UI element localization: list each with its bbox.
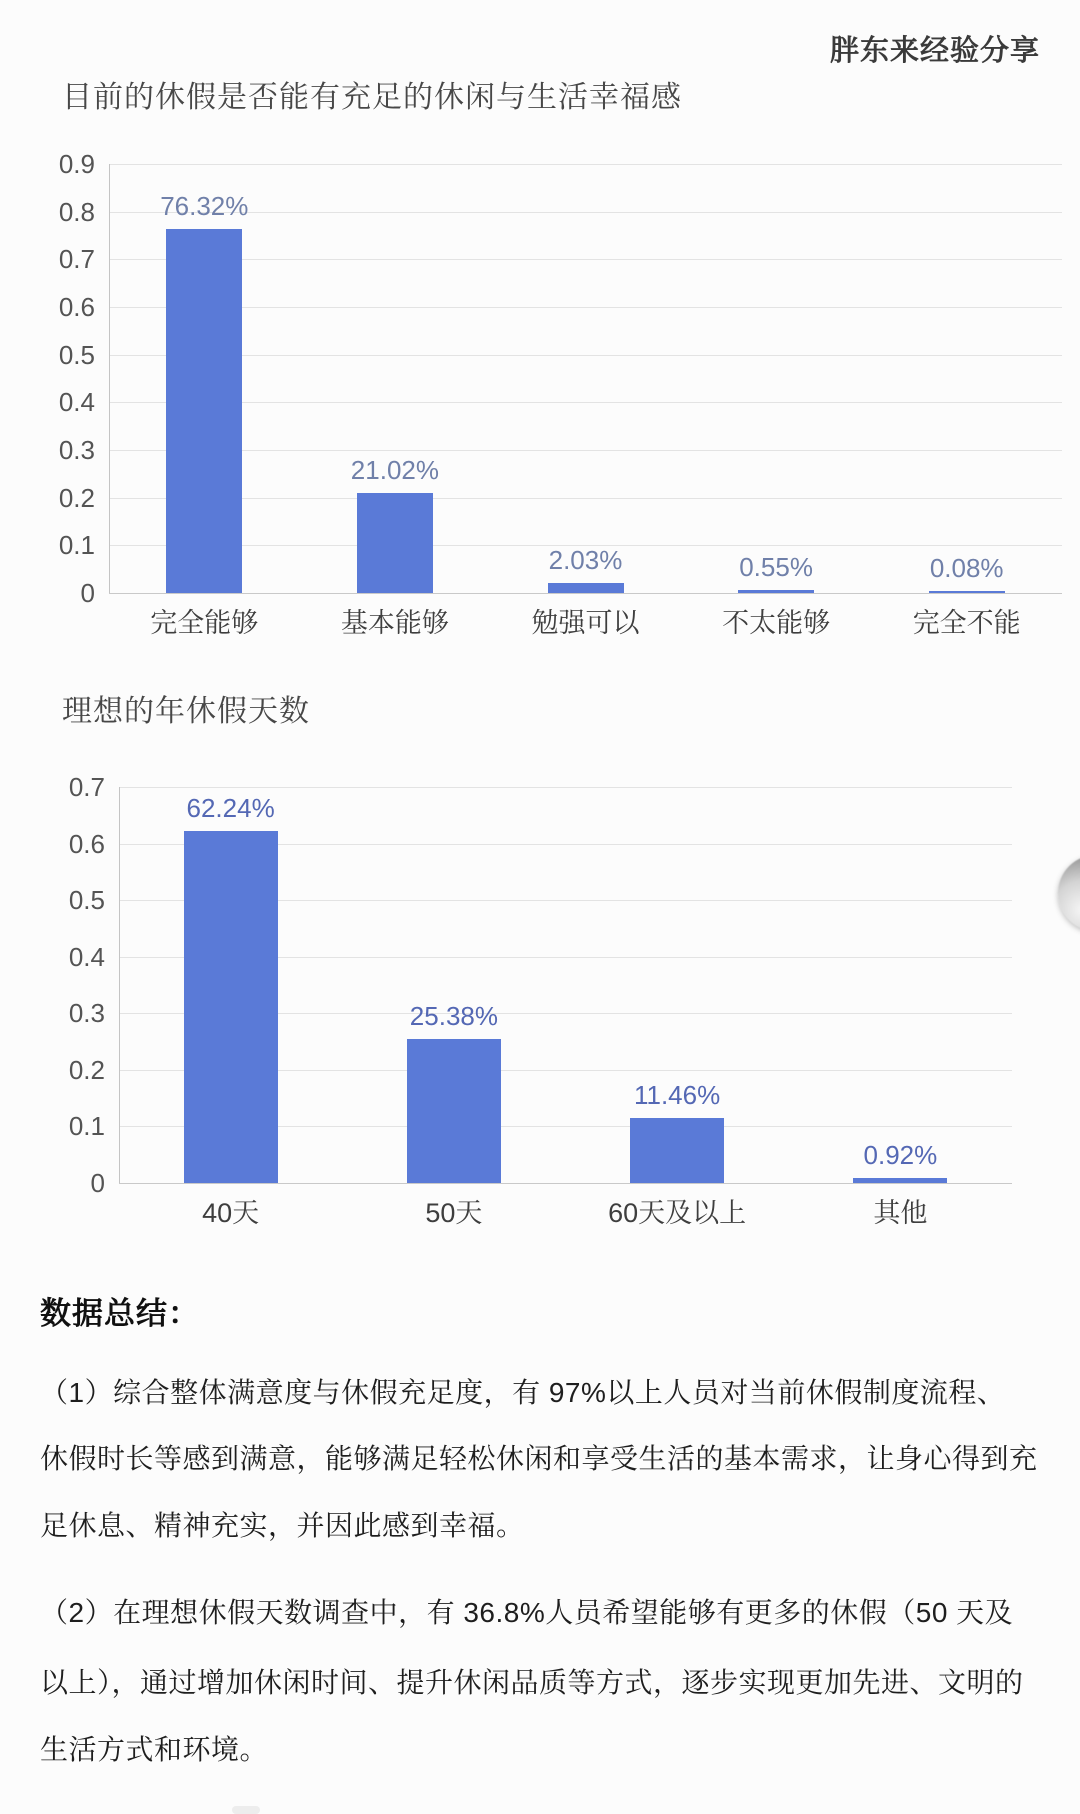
summary-heading: 数据总结： (40, 1296, 200, 1331)
y-tick-label: 0.8 (58, 196, 95, 227)
gridline (109, 593, 1062, 594)
gridline (119, 787, 1012, 788)
y-tick-label: 0.3 (68, 998, 105, 1029)
gridline (109, 259, 1062, 260)
bar-2 (357, 493, 433, 593)
y-tick-label: 0.2 (58, 482, 95, 513)
bar-5 (929, 591, 1005, 593)
category-label: 40天 (202, 1198, 260, 1228)
category-label: 完全不能 (912, 608, 1021, 638)
category-label: 勉强可以 (531, 608, 640, 638)
y-tick-label: 0.9 (58, 149, 95, 179)
bar-data-label: 11.46% (633, 1080, 721, 1111)
y-tick-label: 0 (90, 1168, 105, 1198)
y-tick-label: 0.5 (68, 885, 105, 916)
bar-data-label: 76.32% (160, 191, 249, 222)
summary-paragraph2-line2: 以上），通过增加休闲时间、提升休闲品质等方式，逐步实现更加先进、文明的 (40, 1667, 1024, 1698)
bar-3 (630, 1118, 724, 1183)
category-label: 完全能够 (150, 608, 259, 638)
y-axis-line (109, 164, 110, 593)
y-tick-label: 0.7 (68, 772, 105, 802)
y-tick-label: 0.6 (68, 828, 105, 859)
summary-paragraph1-line1: （1）综合整体满意度与休假充足度，有 97%以上人员对当前休假制度流程、 (40, 1377, 1006, 1408)
y-tick-label: 0.6 (58, 292, 95, 322)
y-tick-label: 0.7 (58, 244, 95, 275)
photo-smudge-artifact (232, 1806, 260, 1814)
y-tick-label: 0.4 (58, 387, 95, 418)
bar-2 (407, 1039, 501, 1183)
summary-paragraph1-line3: 足休息、精神充实，并因此感到幸福。 (40, 1510, 525, 1541)
y-axis-line (119, 787, 120, 1183)
brand-header: 胖东来经验分享 (829, 35, 1040, 67)
bar-data-label: 0.08% (929, 553, 1004, 583)
y-tick-label: 0.1 (68, 1111, 105, 1142)
gridline (109, 355, 1062, 356)
bar-data-label: 25.38% (409, 1001, 498, 1032)
y-tick-label: 0.1 (58, 530, 95, 561)
gridline (109, 402, 1062, 403)
category-label: 50天 (425, 1198, 483, 1228)
bar-1 (184, 831, 278, 1183)
bar-data-label: 0.55% (739, 552, 813, 583)
gridline (109, 164, 1062, 165)
gridline (119, 1183, 1012, 1184)
bar-3 (548, 583, 624, 593)
gridline (109, 450, 1062, 451)
bar-data-label: 2.03% (548, 545, 623, 576)
gridline (109, 498, 1062, 499)
gridline (109, 307, 1062, 308)
chart2-title: 理想的年休假天数 (62, 695, 310, 728)
summary-paragraph1-line2: 休假时长等感到满意，能够满足轻松休闲和享受生活的基本需求，让身心得到充 (40, 1443, 1038, 1474)
chart1-title: 目前的休假是否能有充足的休闲与生活幸福感 (62, 81, 682, 114)
y-tick-label: 0 (80, 578, 95, 608)
bar-data-label: 21.02% (350, 454, 439, 485)
bar-data-label: 62.24% (186, 792, 275, 823)
category-label: 不太能够 (722, 608, 831, 638)
bar-1 (166, 229, 242, 593)
category-label: 基本能够 (340, 608, 449, 638)
category-label: 其他 (873, 1198, 928, 1228)
y-tick-label: 0.5 (58, 339, 95, 370)
y-tick-label: 0.3 (58, 435, 95, 465)
summary-paragraph2-line3: 生活方式和环境。 (40, 1734, 269, 1765)
bar-data-label: 0.92% (863, 1139, 938, 1170)
y-tick-label: 0.4 (68, 941, 105, 972)
category-label: 60天及以上 (608, 1198, 747, 1228)
y-tick-label: 0.2 (68, 1054, 105, 1085)
floating-avatar-sphere[interactable] (1058, 855, 1080, 931)
bar-4 (738, 590, 814, 593)
summary-paragraph2-line1: （2）在理想休假天数调查中，有 36.8%人员希望能够有更多的休假（50 天及 (40, 1597, 1014, 1628)
bar-4 (853, 1178, 947, 1183)
